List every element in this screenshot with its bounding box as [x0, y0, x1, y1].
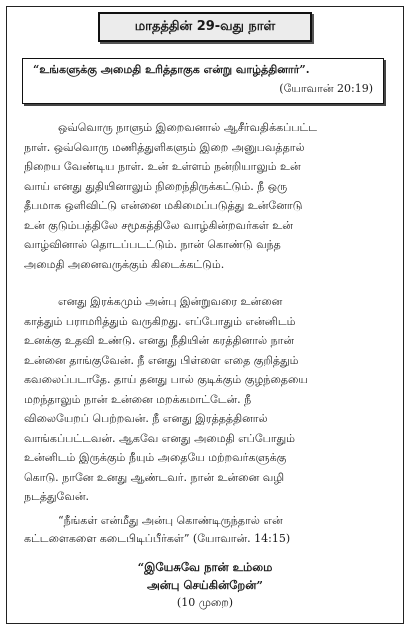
text-line: உன்னிடம் இருக்கும் நீயும் அதையே மற்றவர்களுக்கு: [24, 451, 287, 464]
paragraph-1: [24, 118, 386, 274]
text-line: வாழ்வினால் தொடப்படட்டும். நான் கொண்டு வந்த: [24, 238, 281, 251]
text-line: வாங்கப்பட்டவன். ஆகவே எனது அமைதி எப்போதும்: [24, 431, 295, 445]
quote-box: [22, 58, 384, 104]
text-line: ஒவ்வொரு நாளும் இறைவனால் ஆசீர்வதிக்கப்பட்ட: [58, 121, 318, 134]
prayer-count: (10 முறை): [176, 596, 234, 609]
text-line: உனக்கு உதவி உண்டு. எனது நீதியின் கரத்தினால் நான்: [24, 334, 295, 347]
verse-line: “நீங்கள் என்மீது அன்பு கொண்டிருந்தால் என்: [58, 514, 283, 527]
text-line: நாள். ஒவ்வொரு மணித்துளிகளும் இறை அனுபவத்தால்: [24, 140, 305, 154]
text-line: காத்தும் பராமரித்தும் வருகிறது. எப்போதும் என்னிடம்: [24, 314, 296, 328]
text-line: கவலைப்படாதே. தாய் தனது பால் குடிக்கும் குழந்தையை: [24, 373, 308, 386]
verse-line: கட்டளைகளை கடைபிடிப்பீர்கள்” (யோவான். 14:15): [24, 532, 291, 545]
quote-reference: (யோவான் 20:19): [279, 82, 373, 95]
text-line: நிறைய வேண்டிய நாள். உன் உள்ளம் நன்றியாலும் உன்: [24, 160, 301, 173]
text-line: நடத்துவேன்.: [24, 490, 90, 503]
text-line: உன் குடும்பத்திலே சமூகத்திலே வாழ்கின்றவர்கள் உன்: [24, 218, 293, 232]
text-line: அமைதி அனைவருக்கும் கிடைக்கட்டும்.: [24, 257, 225, 271]
text-line: எனது இரக்கமும் அன்பு இன்றுவரை உன்னை: [58, 295, 283, 308]
prayer-line-1: “இயேசுவே நான் உம்மை: [137, 560, 273, 574]
prayer-line-2: அன்பு செய்கின்றேன்”: [146, 578, 263, 592]
page-title-text: மாதத்தின் 29-வது நாள்: [134, 19, 276, 34]
text-line: விலையேறப் பெற்றவன். நீ எனது இரத்தத்தினால்: [24, 412, 268, 425]
page-title: [98, 12, 312, 42]
paragraph-2: [24, 292, 386, 507]
text-line: வாய் எனது துதியினாலும் நிறைந்திருக்கட்டும். நீ ஒரு: [24, 179, 288, 193]
text-line: கொடு. நானே உனது ஆண்டவர். நான் உன்னை வழி: [24, 470, 285, 484]
closing-prayer: [40, 558, 370, 612]
text-line: தீபமாக ஒளிவிட்டு என்னை மகிமைப்படுத்து உன்னோடு: [24, 199, 303, 212]
verse-quote: [24, 512, 386, 548]
text-line: உன்னை தாங்குவேன். நீ எனது பிள்ளை எதை குறித்தும்: [24, 353, 299, 367]
quote-text: “உங்களுக்கு அமைதி உரித்தாகுக என்று வாழ்த்தினார்”.: [33, 63, 310, 76]
text-line: மறந்தாலும் நான் உன்னை மறக்கமாட்டேன். நீ: [24, 392, 252, 406]
